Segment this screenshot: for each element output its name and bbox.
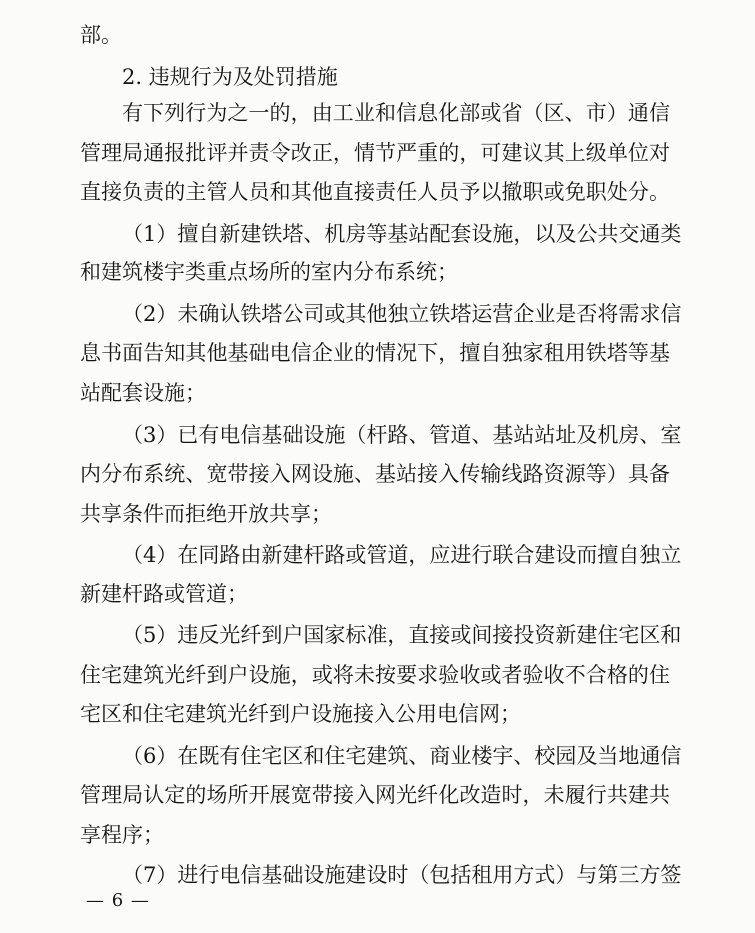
list-item-3-line: 内分布系统、宽带接入网设施、基站接入传输线路资源等）具备 bbox=[80, 462, 670, 486]
list-item-5-line: 住宅建筑光纤到户设施，或将未按要求验收或者验收不合格的住 bbox=[80, 663, 670, 687]
list-item-4-line: 新建杆路或管道； bbox=[80, 582, 248, 606]
list-item-1-line: 和建筑楼宇类重点场所的室内分布系统； bbox=[80, 260, 458, 284]
list-item-1-line: （1）擅自新建铁塔、机房等基站配套设施，以及公共交通类 bbox=[122, 222, 682, 246]
page-number: — 6 — bbox=[86, 890, 150, 911]
list-item-3-line: （3）已有电信基础设施（杆路、管道、基站站址及机房、室 bbox=[122, 423, 682, 447]
paragraph-line: 管理局通报批评并责令改正，情节严重的，可建议其上级单位对 bbox=[80, 141, 670, 165]
paragraph-line: 直接负责的主管人员和其他直接责任人员予以撤职或免职处分。 bbox=[80, 180, 670, 204]
list-item-6-line: （6）在既有住宅区和住宅建筑、商业楼宇、校园及当地通信 bbox=[122, 744, 682, 768]
list-item-2-line: 站配套设施； bbox=[80, 381, 206, 405]
paragraph-line: 有下列行为之一的，由工业和信息化部或省（区、市）通信 bbox=[122, 101, 670, 125]
list-item-5-line: （5）违反光纤到户国家标准，直接或间接投资新建住宅区和 bbox=[122, 623, 682, 647]
list-item-3-line: 共享条件而拒绝开放共享； bbox=[80, 502, 332, 526]
list-item-6-line: 管理局认定的场所开展宽带接入网光纤化改造时，未履行共建共 bbox=[80, 783, 670, 807]
list-item-5-line: 宅区和住宅建筑光纤到户设施接入公用电信网； bbox=[80, 702, 521, 726]
list-item-7-line: （7）进行电信基础设施建设时（包括租用方式）与第三方签 bbox=[122, 863, 682, 887]
section-title: 2. 违规行为及处罚措施 bbox=[122, 65, 338, 89]
list-item-2-line: （2）未确认铁塔公司或其他独立铁塔运营企业是否将需求信 bbox=[122, 302, 682, 326]
text-line: 部。 bbox=[80, 23, 122, 47]
list-item-2-line: 息书面告知其他基础电信企业的情况下，擅自独家租用铁塔等基 bbox=[80, 341, 670, 365]
list-item-4-line: （4）在同路由新建杆路或管道，应进行联合建设而擅自独立 bbox=[122, 543, 682, 567]
list-item-6-line: 享程序； bbox=[80, 823, 164, 847]
